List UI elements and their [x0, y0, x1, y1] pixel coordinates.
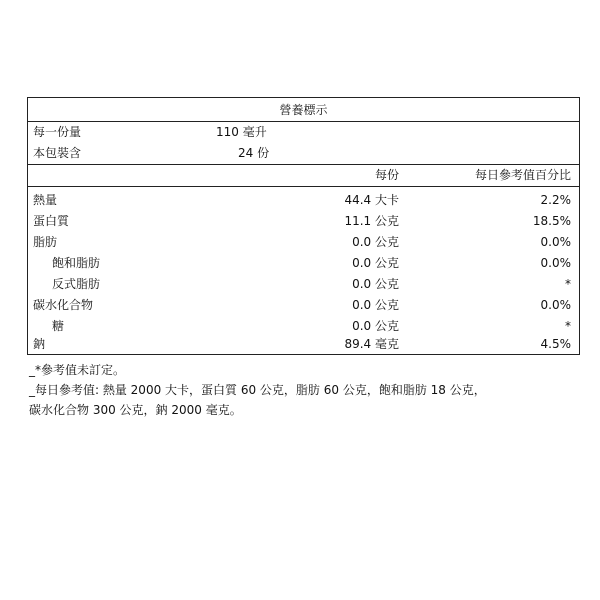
nutrient-pct: 2.2% — [540, 193, 571, 207]
nutrient-pct: 0.0% — [540, 256, 571, 270]
nutrient-row — [28, 316, 579, 336]
nutrient-row — [28, 232, 579, 252]
nutrient-row — [28, 295, 579, 315]
nutrient-value: 0.0 公克 — [352, 235, 399, 249]
divider — [28, 186, 579, 187]
nutrient-value: 89.4 毫克 — [344, 337, 399, 351]
nutrient-pct: 18.5% — [532, 214, 571, 228]
serving-size-label: 每一份量 — [33, 125, 82, 139]
nutrient-name: 碳水化合物 — [33, 298, 94, 312]
nutrient-pct: * — [565, 277, 571, 291]
serving-size-row — [28, 122, 579, 142]
nutrient-value: 0.0 公克 — [352, 256, 399, 270]
nutrient-row — [28, 211, 579, 231]
nutrient-value: 0.0 公克 — [352, 298, 399, 312]
column-header-row — [28, 165, 579, 185]
nutrient-row — [28, 274, 579, 294]
footnotes — [29, 360, 589, 420]
footnote-line: _*參考值未訂定。 — [29, 363, 126, 377]
nutrient-name: 蛋白質 — [33, 214, 70, 228]
serving-count-label: 本包裝含 — [33, 146, 82, 160]
nutrient-pct: * — [565, 319, 571, 333]
per-serving-header: 每份 — [374, 168, 399, 182]
serving-count-value: 24 份 — [238, 146, 270, 160]
serving-count-row — [28, 143, 579, 163]
nutrient-value: 44.4 大卡 — [344, 193, 399, 207]
nutrient-name: 鈉 — [33, 337, 46, 351]
label-title: 營養標示 — [279, 103, 328, 117]
nutrient-value: 11.1 公克 — [344, 214, 399, 228]
nutrient-name: 糖 — [52, 319, 65, 333]
nutrient-name: 反式脂肪 — [52, 277, 101, 291]
nutrient-pct: 4.5% — [540, 337, 571, 351]
title-row — [28, 100, 579, 120]
footnote-line: _每日參考值: 熱量 2000 大卡，蛋白質 60 公克，脂肪 60 公克，飽和脂肪 18 公克， — [29, 383, 486, 397]
nutrient-row — [28, 190, 579, 210]
nutrient-name: 熱量 — [33, 193, 58, 207]
nutrient-name: 脂肪 — [33, 235, 58, 249]
nutrient-row — [28, 334, 579, 354]
nutrient-row — [28, 253, 579, 273]
serving-size-value: 110 毫升 — [216, 125, 267, 139]
footnote-line: 碳水化合物 300 公克，鈉 2000 毫克。 — [29, 403, 242, 417]
nutrient-value: 0.0 公克 — [352, 277, 399, 291]
nutrient-value: 0.0 公克 — [352, 319, 399, 333]
nutrient-pct: 0.0% — [540, 298, 571, 312]
nutrient-pct: 0.0% — [540, 235, 571, 249]
nutrient-name: 飽和脂肪 — [52, 256, 101, 270]
daily-value-header: 每日參考值百分比 — [474, 168, 571, 182]
nutrition-label — [27, 97, 580, 355]
